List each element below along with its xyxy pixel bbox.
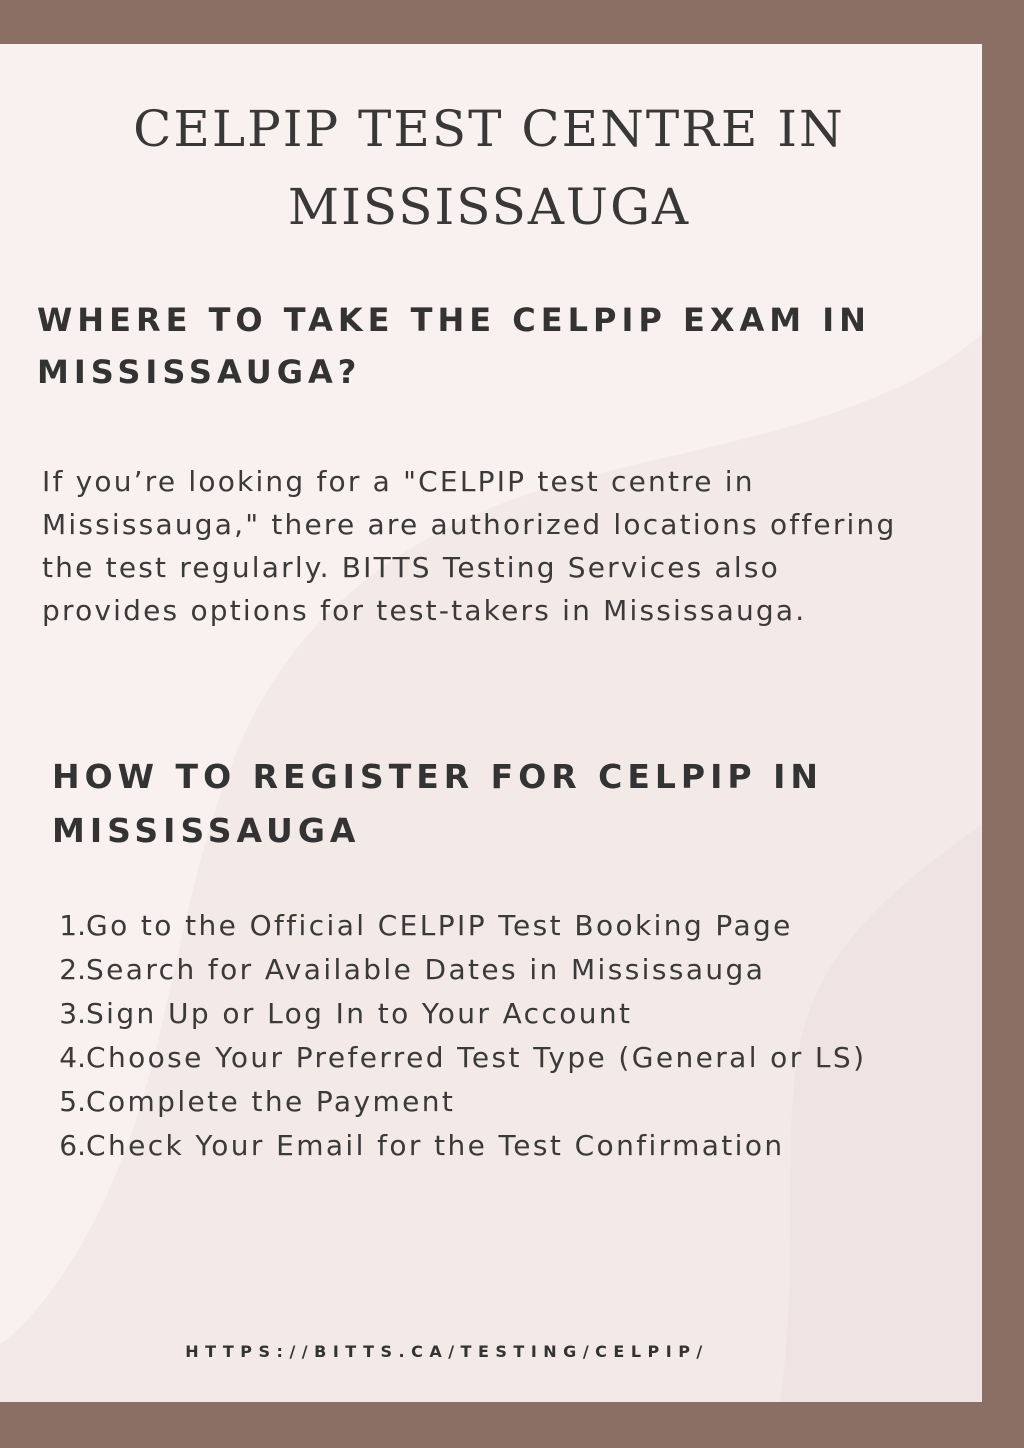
paragraph-line: If you’re looking for a "CELPIP test centre in [42, 465, 755, 498]
document-sheet [0, 44, 982, 1402]
intro-paragraph [42, 460, 978, 632]
step-text: Complete the Payment [86, 1085, 456, 1118]
list-item [48, 992, 978, 1036]
paragraph-line: provides options for test-takers in Mississauga. [42, 594, 807, 627]
paragraph-line: Mississauga," there are authorized locations offering [42, 508, 897, 541]
section-heading-where-line-1: WHERE TO TAKE THE CELPIP EXAM IN [37, 301, 871, 339]
page-title-line-1: CELPIP TEST CENTRE IN [133, 100, 845, 158]
footer-url-link[interactable]: HTTPS://BITTS.CA/TESTING/CELPIP/ [185, 1342, 709, 1361]
page-title [0, 90, 978, 246]
list-item [48, 1036, 978, 1080]
background-shape [0, 44, 982, 1402]
step-number: 2. [59, 953, 86, 986]
list-item [48, 1124, 978, 1168]
section-heading-where [37, 294, 957, 398]
step-text: Check Your Email for the Test Confirmation [86, 1129, 785, 1162]
step-text: Choose Your Preferred Test Type (General or LS) [86, 1041, 867, 1074]
paragraph-line: the test regularly. BITTS Testing Services also [42, 551, 780, 584]
step-number: 6. [59, 1129, 86, 1162]
page-frame-bottom [0, 1402, 1024, 1448]
list-item [48, 1080, 978, 1124]
page-frame-right [982, 0, 1024, 1448]
page-title-line-2: MISSISSAUGA [287, 178, 691, 236]
section-heading-how [52, 750, 952, 858]
step-number: 3. [59, 997, 86, 1030]
step-text: Go to the Official CELPIP Test Booking Page [86, 909, 793, 942]
page-frame-top [0, 0, 1024, 44]
list-item [48, 904, 978, 948]
section-heading-how-line-1: HOW TO REGISTER FOR CELPIP IN [52, 757, 823, 796]
step-number: 1. [59, 909, 86, 942]
step-text: Sign Up or Log In to Your Account [86, 997, 633, 1030]
step-text: Search for Available Dates in Mississauga [86, 953, 766, 986]
section-heading-how-line-2: MISSISSAUGA [52, 811, 361, 850]
registration-steps-list [48, 904, 978, 1168]
section-heading-where-line-2: MISSISSAUGA? [37, 353, 362, 391]
list-item [48, 948, 978, 992]
step-number: 5. [59, 1085, 86, 1118]
step-number: 4. [59, 1041, 86, 1074]
